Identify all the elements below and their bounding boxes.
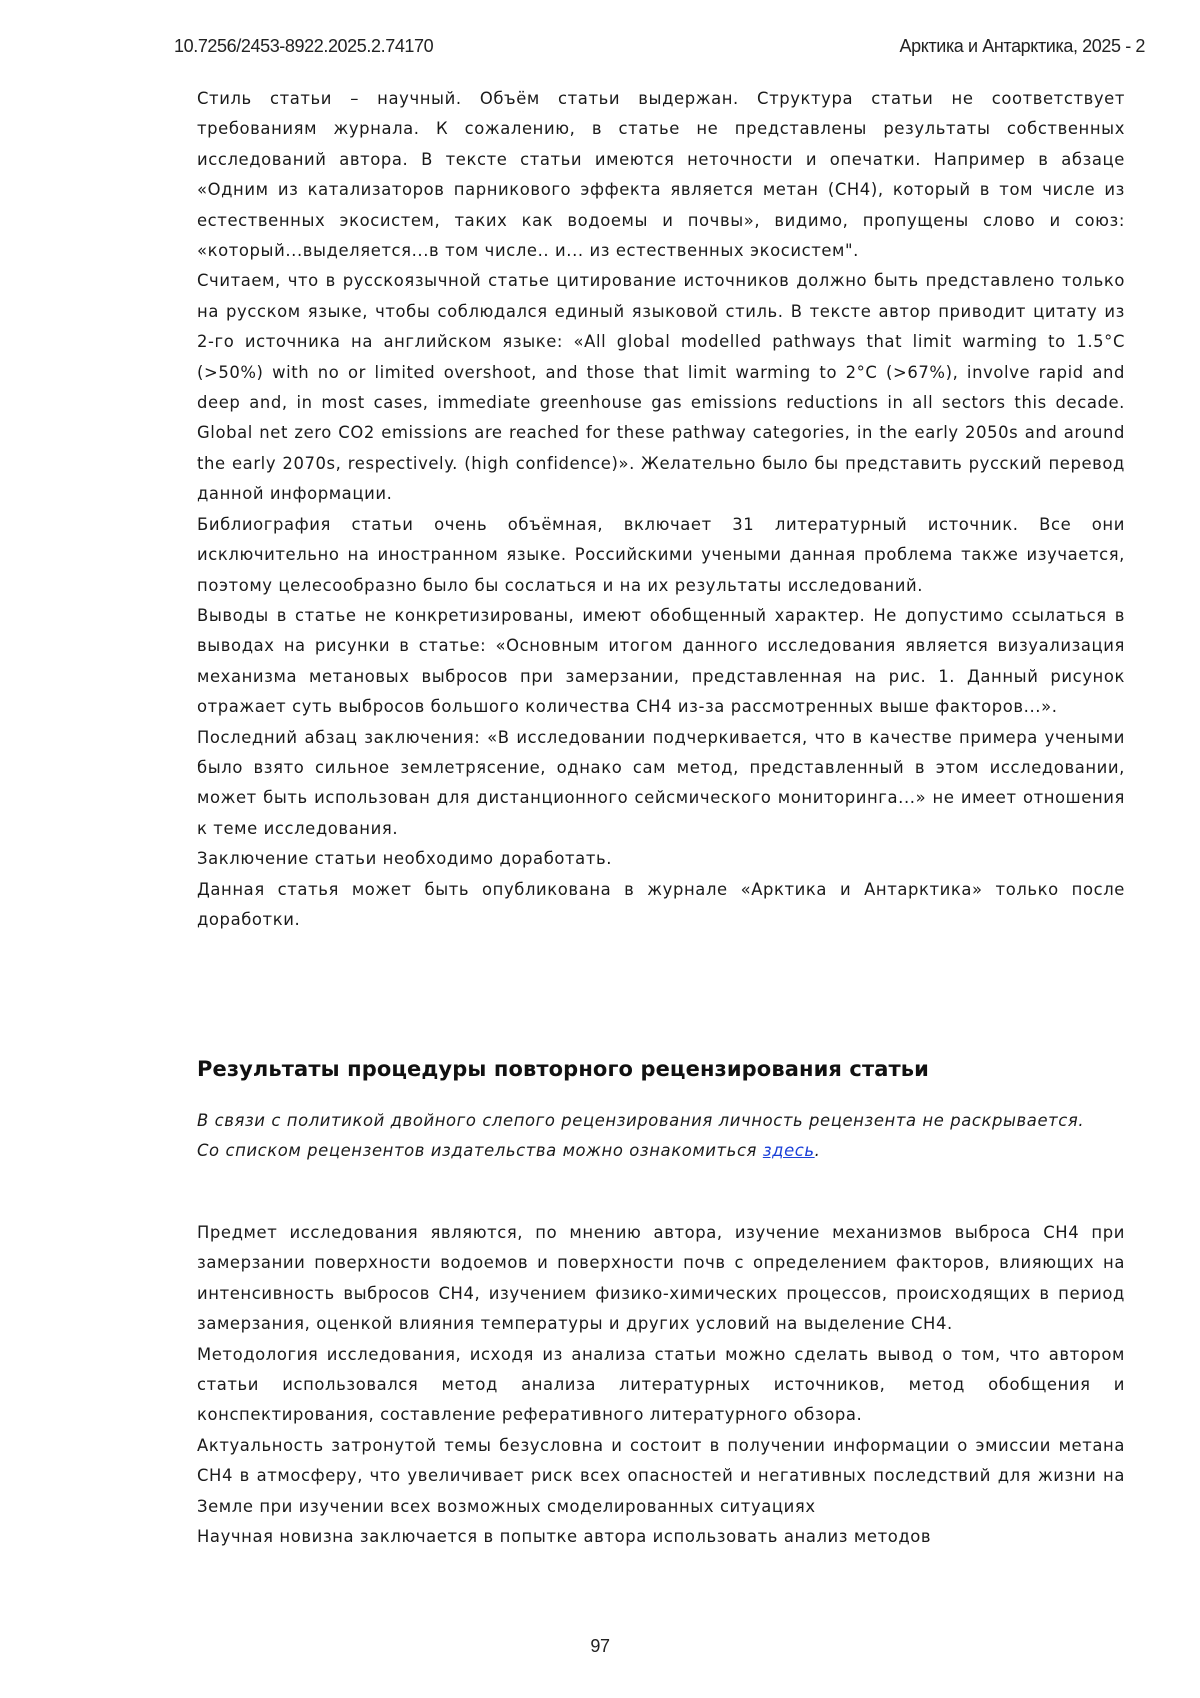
paragraph: Актуальность затронутой темы безусловна и состоит в получении информации о эмиссии метана CH4 в атмосферу, что увеличивает риск всех опасностей и негативных последствий для жизни на Земле при изучении всех возможных смоделированных ситуациях [197,1435,1125,1516]
reviewer-notice [197,1106,1125,1167]
reviewers-list-link[interactable]: здесь [762,1141,815,1161]
journal-issue-text: Арктика и Антарктика, 2025 - 2 [899,36,1145,56]
page-header [174,36,1145,60]
doi-text: 10.7256/2453-8922.2025.2.74170 [174,36,434,56]
paragraph: Библиография статьи очень объёмная, включает 31 литературный источник. Все они исключительно на иностранном языке. Российскими учеными данная проблема также изучается, поэтому целесообразно было бы сослаться и на их результаты исследований. [197,514,1125,595]
paragraph: Выводы в статье не конкретизированы, имеют обобщенный характер. Не допустимо ссылаться в выводах на рисунки в статье: «Основным итогом данного исследования является визуализация механизма метановых выбросов при замерзании, представленная на рис. 1. Данный рисунок отражает суть выбросов большого количества CH4 из-за рассмотренных выше факторов...». [197,605,1125,717]
paragraph: Стиль статьи – научный. Объём статьи выдержан. Структура статьи не соответствует требованиям журнала. К сожалению, в статье не представлены результаты собственных исследований автора. В тексте статьи имеются неточности и опечатки. Например в абзаце «Одним из катализаторов парникового эффекта является метан (CH4), который в том числе из естественных экосистем, таких как водоемы и почвы», видимо, пропущены слово и союз: «который...выделяется...в том числе.. и... из естественных экосистем". [197,89,1125,261]
paragraph: Заключение статьи необходимо доработать. [197,849,613,869]
paragraph: Методология исследования, исходя из анализа статьи можно сделать вывод о том, что автором статьи использовался метод анализа литературных источников, метод обобщения и конспектирования, составление реферативного литературного обзора. [197,1344,1125,1425]
paragraph: Данная статья может быть опубликована в журнале «Арктика и Антарктика» только после доработки. [197,879,1125,929]
notice-text: Со списком рецензентов издательства можно ознакомиться [197,1141,763,1161]
notice-line: В связи с политикой двойного слепого рецензирования личность рецензента не раскрывается. [197,1111,1085,1130]
notice-line [197,1136,1125,1166]
paragraph: Научная новизна заключается в попытке автора использовать анализ методов [197,1527,932,1547]
page-number: 97 [590,1636,610,1656]
notice-text-end: . [814,1141,821,1161]
paragraph: Последний абзац заключения: «В исследовании подчеркивается, что в качестве примера учеными было взято сильное землетрясение, однако сам метод, представленный в этом исследовании, может быть использован для дистанционного сейсмического мониторинга...» не имеет отношения к теме исследования. [197,727,1125,838]
paragraph: Считаем, что в русскоязычной статье цитирование источников должно быть представлено только на русском языке, чтобы соблюдался единый языковой стиль. В тексте автор приводит цитату из 2-го источника на английском языке: «All global modelled pathways that limit warming to 1.5°C (>50%) with no or limited overshoot, and those that limit warming to 2°C (>67%), involve rapid and deep and, in most cases, immediate greenhouse gas emissions reductions in all sectors this decade. Global net zero CO2 emissions are reached for these pathway categories, in the early 2050s and around the early 2070s, respectively. (high confidence)». Желательно было бы представить русский перевод данной информации. [197,271,1125,504]
paragraph: Предмет исследования являются, по мнению автора, изучение механизмов выброса CH4 при замерзании поверхности водоемов и поверхности почв с определением факторов, влияющих на интенсивность выбросов CH4, изучением физико-химических процессов, происходящих в период замерзания, оценкой влияния температуры и других условий на выделение CH4. [197,1223,1125,1334]
section-heading: Результаты процедуры повторного рецензирования статьи [197,1057,929,1081]
second-review-text [197,1218,1125,1552]
first-review-text [197,84,1125,935]
